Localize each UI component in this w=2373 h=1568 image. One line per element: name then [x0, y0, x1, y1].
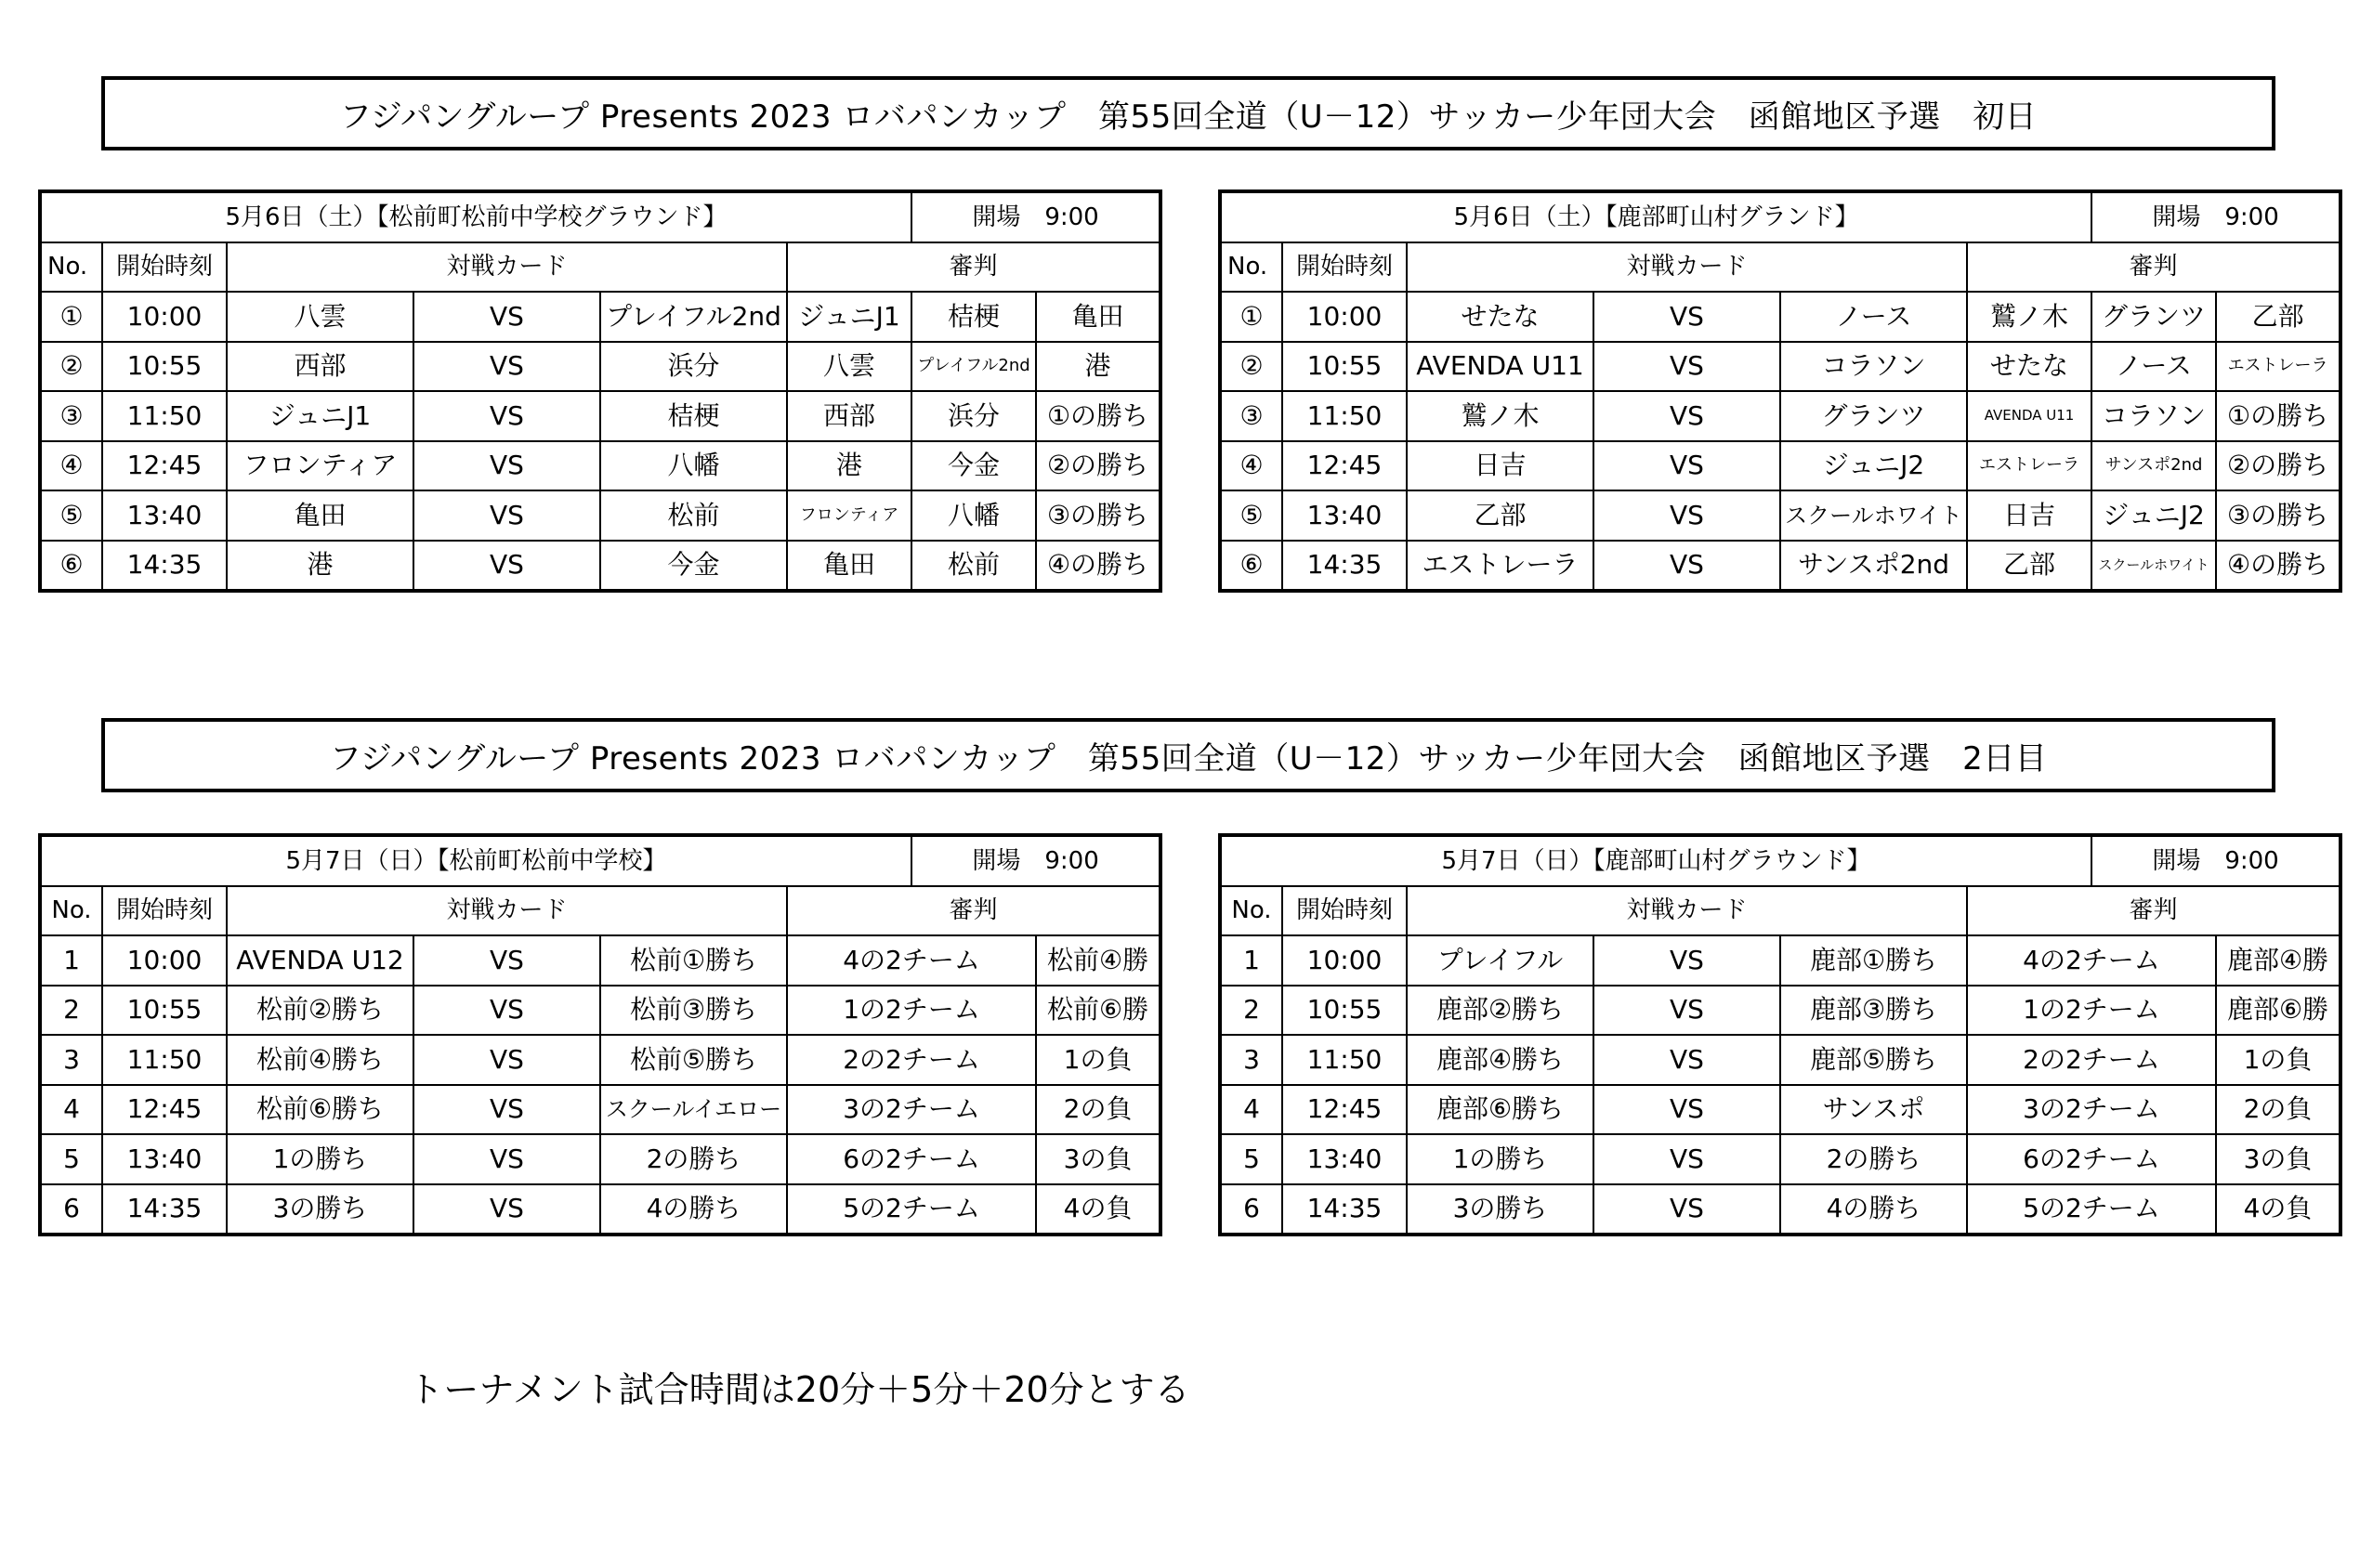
team2: 2の勝ち [1780, 1134, 1967, 1184]
referee-2: 浜分 [911, 391, 1036, 441]
team1: 日吉 [1407, 441, 1593, 491]
referee-1: エストレーラ [1967, 441, 2091, 491]
table-row [40, 1035, 1160, 1085]
table-row [1220, 441, 2340, 491]
header-no: No. [1220, 886, 1282, 936]
header-row [1220, 886, 2340, 936]
team2: プレイフル2nd [600, 292, 787, 342]
referee-1: 5の2チーム [787, 1184, 1036, 1235]
vs-label: VS [1593, 1184, 1780, 1235]
match-no: ③ [40, 391, 102, 441]
team2: サンスポ2nd [1780, 541, 1967, 592]
match-no: 6 [40, 1184, 102, 1235]
start-time: 12:45 [102, 1085, 227, 1135]
start-time: 13:40 [102, 1134, 227, 1184]
table-row [1220, 1134, 2340, 1184]
referee-1: 3の2チーム [1967, 1085, 2216, 1135]
team2: コラソン [1780, 342, 1967, 392]
match-no: ① [40, 292, 102, 342]
vs-label: VS [1593, 1085, 1780, 1135]
referee-3: ①の勝ち [1036, 391, 1160, 441]
referee-2: 2の負 [2216, 1085, 2340, 1135]
referee-2: 4の負 [1036, 1184, 1160, 1235]
team1: 八雲 [227, 292, 413, 342]
match-no: ⑤ [40, 490, 102, 541]
match-no: ② [1220, 342, 1282, 392]
team1: 乙部 [1407, 490, 1593, 541]
header-match: 対戦カード [1407, 242, 1967, 293]
start-time: 12:45 [1282, 1085, 1407, 1135]
table-row [1220, 490, 2340, 541]
referee-1: 5の2チーム [1967, 1184, 2216, 1235]
match-no: ⑥ [40, 541, 102, 592]
vs-label: VS [1593, 342, 1780, 392]
table-row [40, 1134, 1160, 1184]
team1: 港 [227, 541, 413, 592]
table-row [40, 292, 1160, 342]
referee-3: ③の勝ち [2216, 490, 2340, 541]
team1: 松前④勝ち [227, 1035, 413, 1085]
team1: 鹿部④勝ち [1407, 1035, 1593, 1085]
referee-1: 1の2チーム [787, 986, 1036, 1036]
start-time: 11:50 [102, 391, 227, 441]
header-referee: 審判 [1967, 886, 2340, 936]
venue-row [1220, 835, 2340, 886]
vs-label: VS [1593, 391, 1780, 441]
referee-3: ③の勝ち [1036, 490, 1160, 541]
table-row [40, 342, 1160, 392]
referee-1: フロンティア [787, 490, 911, 541]
team2: 松前⑤勝ち [600, 1035, 787, 1085]
match-no: 2 [40, 986, 102, 1036]
start-time: 14:35 [1282, 541, 1407, 592]
referee-3: エストレーラ [2216, 342, 2340, 392]
referee-2: 1の負 [2216, 1035, 2340, 1085]
match-no: 4 [40, 1085, 102, 1135]
referee-1: 6の2チーム [1967, 1134, 2216, 1184]
table-row [40, 1085, 1160, 1135]
header-time: 開始時刻 [1282, 886, 1407, 936]
referee-1: ジュニJ1 [787, 292, 911, 342]
vs-label: VS [1593, 1134, 1780, 1184]
vs-label: VS [413, 935, 600, 986]
team2: 4の勝ち [1780, 1184, 1967, 1235]
header-no: No. [40, 242, 102, 293]
referee-1: 港 [787, 441, 911, 491]
venue-title: 5月7日（日）【鹿部町山村グラウンド】 [1220, 835, 2091, 886]
team1: 鹿部②勝ち [1407, 986, 1593, 1036]
vs-label: VS [1593, 935, 1780, 986]
referee-1: 3の2チーム [787, 1085, 1036, 1135]
match-no: 4 [1220, 1085, 1282, 1135]
team1: AVENDA U12 [227, 935, 413, 986]
vs-label: VS [413, 541, 600, 592]
start-time: 14:35 [1282, 1184, 1407, 1235]
match-no: ④ [40, 441, 102, 491]
start-time: 12:45 [102, 441, 227, 491]
start-time: 13:40 [1282, 490, 1407, 541]
team2: 八幡 [600, 441, 787, 491]
vs-label: VS [1593, 441, 1780, 491]
table-row [1220, 1085, 2340, 1135]
referee-2: 八幡 [911, 490, 1036, 541]
referee-3: ②の勝ち [2216, 441, 2340, 491]
table-row [40, 441, 1160, 491]
team1: 西部 [227, 342, 413, 392]
table-row [1220, 1184, 2340, 1235]
referee-2: 3の負 [1036, 1134, 1160, 1184]
team2: 松前 [600, 490, 787, 541]
table-row [1220, 292, 2340, 342]
team2: 松前①勝ち [600, 935, 787, 986]
day2-schedule-shikabe [1218, 833, 2342, 1236]
referee-2: 桔梗 [911, 292, 1036, 342]
start-time: 14:35 [102, 541, 227, 592]
tournament-time-note: トーナメント試合時間は20分＋5分＋20分とする [408, 1369, 1190, 1410]
team1: AVENDA U11 [1407, 342, 1593, 392]
referee-2: 4の負 [2216, 1184, 2340, 1235]
table-row [40, 490, 1160, 541]
vs-label: VS [413, 986, 600, 1036]
vs-label: VS [1593, 490, 1780, 541]
referee-1: 2の2チーム [787, 1035, 1036, 1085]
referee-2: 松前④勝 [1036, 935, 1160, 986]
match-no: 5 [40, 1134, 102, 1184]
day1-banner: フジパングループ Presents 2023 ロバパンカップ 第55回全道（U－12）サッカー少年団大会 函館地区予選 初日 [101, 76, 2275, 150]
day2-schedule-matsumae [38, 833, 1162, 1236]
match-no: 5 [1220, 1134, 1282, 1184]
team2: 鹿部③勝ち [1780, 986, 1967, 1036]
start-time: 10:00 [102, 935, 227, 986]
vs-label: VS [1593, 541, 1780, 592]
vs-label: VS [1593, 292, 1780, 342]
header-no: No. [40, 886, 102, 936]
match-no: ② [40, 342, 102, 392]
match-no: ① [1220, 292, 1282, 342]
table-row [40, 391, 1160, 441]
referee-2: 松前⑥勝 [1036, 986, 1160, 1036]
start-time: 12:45 [1282, 441, 1407, 491]
team1: プレイフル [1407, 935, 1593, 986]
header-row [1220, 242, 2340, 293]
referee-2: 松前 [911, 541, 1036, 592]
referee-3: ①の勝ち [2216, 391, 2340, 441]
header-time: 開始時刻 [102, 242, 227, 293]
referee-2: ノース [2091, 342, 2216, 392]
team1: エストレーラ [1407, 541, 1593, 592]
start-time: 10:00 [1282, 935, 1407, 986]
match-no: ⑤ [1220, 490, 1282, 541]
team1: ジュニJ1 [227, 391, 413, 441]
referee-3: 亀田 [1036, 292, 1160, 342]
referee-1: 4の2チーム [787, 935, 1036, 986]
vs-label: VS [413, 441, 600, 491]
team2: グランツ [1780, 391, 1967, 441]
team2: サンスポ [1780, 1085, 1967, 1135]
start-time: 13:40 [102, 490, 227, 541]
header-referee: 審判 [787, 886, 1160, 936]
match-no: 3 [1220, 1035, 1282, 1085]
team2: ジュニJ2 [1780, 441, 1967, 491]
team1: 鷲ノ木 [1407, 391, 1593, 441]
match-no: ⑥ [1220, 541, 1282, 592]
start-time: 10:55 [1282, 342, 1407, 392]
referee-2: 鹿部⑥勝 [2216, 986, 2340, 1036]
match-no: ④ [1220, 441, 1282, 491]
vs-label: VS [413, 342, 600, 392]
team2: 浜分 [600, 342, 787, 392]
team2: 鹿部①勝ち [1780, 935, 1967, 986]
referee-1: 亀田 [787, 541, 911, 592]
header-row [40, 886, 1160, 936]
team2: 鹿部⑤勝ち [1780, 1035, 1967, 1085]
team2: スクールイエロー [600, 1085, 787, 1135]
referee-1: 鷲ノ木 [1967, 292, 2091, 342]
start-time: 10:00 [102, 292, 227, 342]
team2: 松前③勝ち [600, 986, 787, 1036]
referee-3: 乙部 [2216, 292, 2340, 342]
team1: せたな [1407, 292, 1593, 342]
header-no: No. [1220, 242, 1282, 293]
opening-time: 開場 9:00 [911, 191, 1160, 242]
table-row [40, 541, 1160, 592]
table-row [1220, 935, 2340, 986]
start-time: 11:50 [1282, 391, 1407, 441]
referee-1: 4の2チーム [1967, 935, 2216, 986]
start-time: 11:50 [1282, 1035, 1407, 1085]
referee-1: AVENDA U11 [1967, 391, 2091, 441]
vs-label: VS [413, 1134, 600, 1184]
referee-2: プレイフル2nd [911, 342, 1036, 392]
referee-1: 八雲 [787, 342, 911, 392]
referee-2: サンスポ2nd [2091, 441, 2216, 491]
match-no: 3 [40, 1035, 102, 1085]
header-referee: 審判 [1967, 242, 2340, 293]
team1: 鹿部⑥勝ち [1407, 1085, 1593, 1135]
referee-1: 6の2チーム [787, 1134, 1036, 1184]
team2: スクールホワイト [1780, 490, 1967, 541]
venue-title: 5月7日（日）【松前町松前中学校】 [40, 835, 911, 886]
team1: 3の勝ち [227, 1184, 413, 1235]
referee-2: 2の負 [1036, 1085, 1160, 1135]
team2: 2の勝ち [600, 1134, 787, 1184]
team1: 松前②勝ち [227, 986, 413, 1036]
referee-1: 2の2チーム [1967, 1035, 2216, 1085]
table-row [1220, 391, 2340, 441]
venue-title: 5月6日（土）【鹿部町山村グランド】 [1220, 191, 2091, 242]
team1: フロンティア [227, 441, 413, 491]
vs-label: VS [413, 391, 600, 441]
start-time: 10:55 [102, 986, 227, 1036]
start-time: 11:50 [102, 1035, 227, 1085]
vs-label: VS [1593, 1035, 1780, 1085]
header-match: 対戦カード [1407, 886, 1967, 936]
team1: 1の勝ち [227, 1134, 413, 1184]
start-time: 10:00 [1282, 292, 1407, 342]
match-no: 1 [1220, 935, 1282, 986]
header-match: 対戦カード [227, 886, 787, 936]
referee-2: 3の負 [2216, 1134, 2340, 1184]
opening-time: 開場 9:00 [911, 835, 1160, 886]
day1-schedule-shikabe [1218, 189, 2342, 593]
referee-1: 日吉 [1967, 490, 2091, 541]
start-time: 14:35 [102, 1184, 227, 1235]
team1: 3の勝ち [1407, 1184, 1593, 1235]
header-referee: 審判 [787, 242, 1160, 293]
table-row [1220, 342, 2340, 392]
opening-time: 開場 9:00 [2091, 835, 2340, 886]
header-row [40, 242, 1160, 293]
team2: 4の勝ち [600, 1184, 787, 1235]
referee-3: 港 [1036, 342, 1160, 392]
vs-label: VS [413, 1184, 600, 1235]
vs-label: VS [1593, 986, 1780, 1036]
opening-time: 開場 9:00 [2091, 191, 2340, 242]
table-row [1220, 1035, 2340, 1085]
vs-label: VS [413, 292, 600, 342]
match-no: 1 [40, 935, 102, 986]
referee-2: コラソン [2091, 391, 2216, 441]
table-row [40, 986, 1160, 1036]
referee-2: 1の負 [1036, 1035, 1160, 1085]
vs-label: VS [413, 490, 600, 541]
table-row [40, 935, 1160, 986]
referee-2: スクールホワイト [2091, 541, 2216, 592]
referee-2: 鹿部④勝 [2216, 935, 2340, 986]
venue-title: 5月6日（土）【松前町松前中学校グラウンド】 [40, 191, 911, 242]
table-row [1220, 541, 2340, 592]
referee-2: ジュニJ2 [2091, 490, 2216, 541]
header-time: 開始時刻 [1282, 242, 1407, 293]
referee-3: ④の勝ち [1036, 541, 1160, 592]
header-match: 対戦カード [227, 242, 787, 293]
match-no: 2 [1220, 986, 1282, 1036]
match-no: ③ [1220, 391, 1282, 441]
referee-1: 1の2チーム [1967, 986, 2216, 1036]
match-no: 6 [1220, 1184, 1282, 1235]
day1-schedule-matsumae [38, 189, 1162, 593]
team2: 今金 [600, 541, 787, 592]
referee-2: 今金 [911, 441, 1036, 491]
referee-2: グランツ [2091, 292, 2216, 342]
start-time: 13:40 [1282, 1134, 1407, 1184]
referee-1: せたな [1967, 342, 2091, 392]
venue-row [40, 835, 1160, 886]
team1: 1の勝ち [1407, 1134, 1593, 1184]
referee-3: ②の勝ち [1036, 441, 1160, 491]
team1: 松前⑥勝ち [227, 1085, 413, 1135]
start-time: 10:55 [1282, 986, 1407, 1036]
table-row [1220, 986, 2340, 1036]
team2: ノース [1780, 292, 1967, 342]
team1: 亀田 [227, 490, 413, 541]
start-time: 10:55 [102, 342, 227, 392]
vs-label: VS [413, 1085, 600, 1135]
venue-row [1220, 191, 2340, 242]
vs-label: VS [413, 1035, 600, 1085]
team2: 桔梗 [600, 391, 787, 441]
venue-row [40, 191, 1160, 242]
table-row [40, 1184, 1160, 1235]
referee-1: 乙部 [1967, 541, 2091, 592]
day2-banner: フジパングループ Presents 2023 ロバパンカップ 第55回全道（U－12）サッカー少年団大会 函館地区予選 2日目 [101, 718, 2275, 792]
referee-1: 西部 [787, 391, 911, 441]
header-time: 開始時刻 [102, 886, 227, 936]
referee-3: ④の勝ち [2216, 541, 2340, 592]
